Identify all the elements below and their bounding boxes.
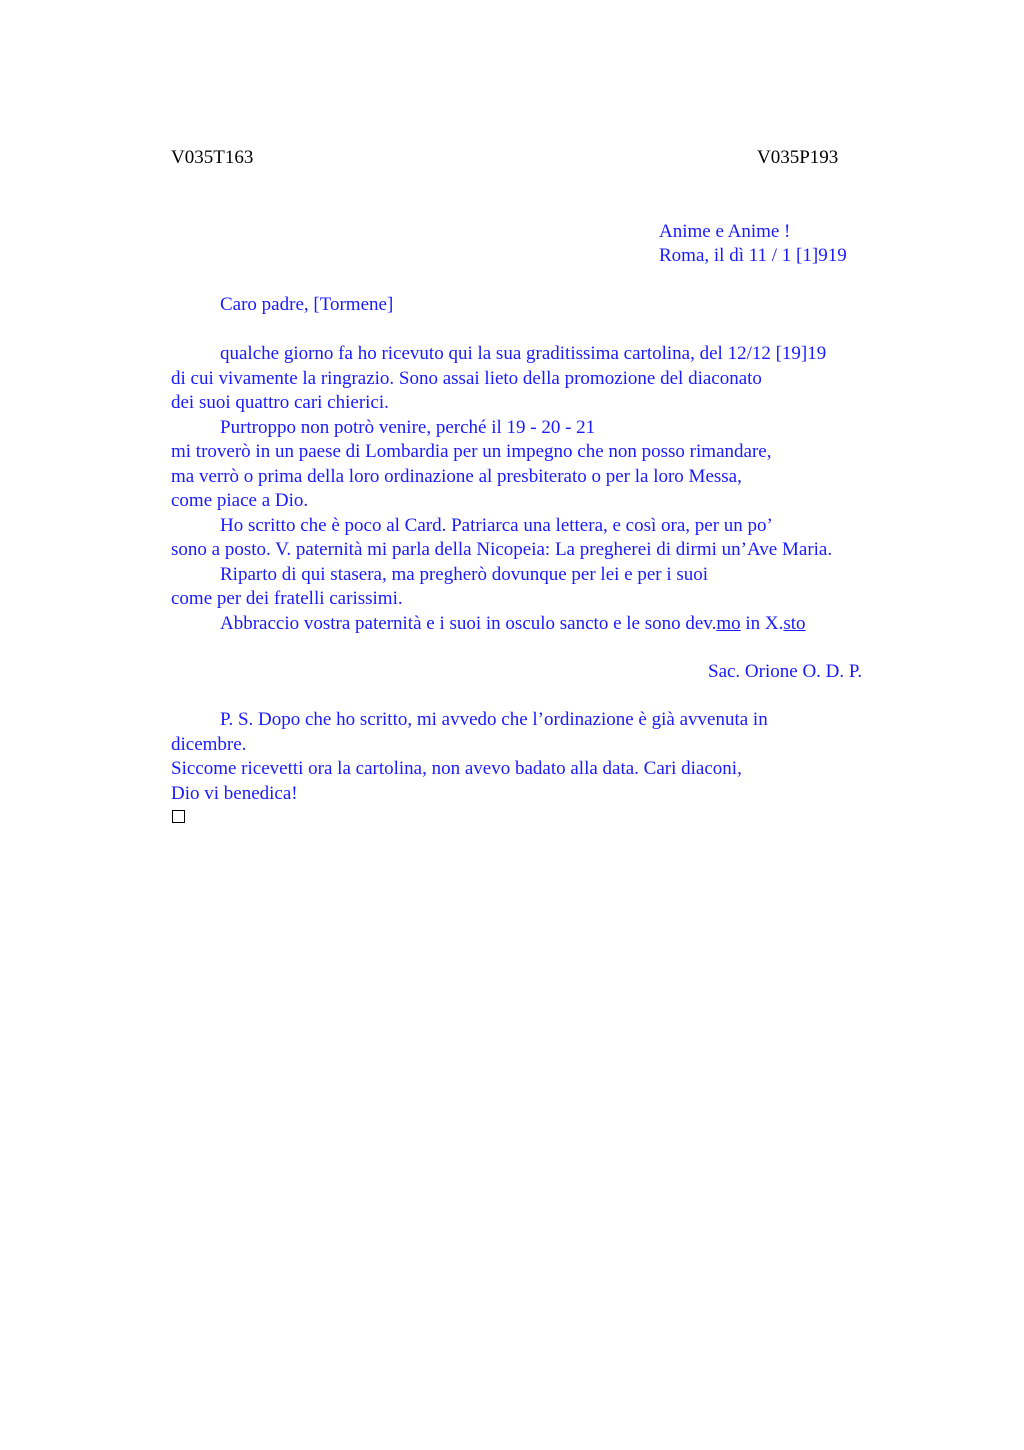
body-line: Purtroppo non potrò venire, perché il 19 - 20 - 21 — [220, 416, 596, 438]
postscript-line: Siccome ricevetti ora la cartolina, non avevo badato alla data. Cari diaconi, — [171, 758, 742, 779]
closing-line — [171, 612, 951, 637]
body-line: qualche giorno fa ho ricevuto qui la sua graditissima cartolina, del 12/12 [19]19 — [220, 343, 827, 364]
body-line: dei suoi quattro cari chierici. — [171, 392, 389, 413]
signature: Sac. Orione O. D. P. — [708, 661, 863, 682]
date-line: Roma, il dì 11 / 1 [1]919 — [659, 245, 847, 266]
body-line: sono a posto. V. paternità mi parla della Nicopeia: La pregherei di dirmi un’Ave Maria. — [171, 539, 833, 560]
document-code-right: V035P193 — [757, 147, 839, 168]
postscript-line: Dio vi benedica! — [171, 782, 298, 804]
end-marker-box-icon — [172, 810, 185, 823]
postscript-line: P. S. Dopo che ho scritto, mi avvedo che l’ordinazione è già avvenuta in — [220, 709, 768, 730]
motto: Anime e Anime ! — [659, 221, 791, 242]
postscript-line: dicembre. — [171, 733, 247, 755]
closing-text: Abbraccio vostra paternità e i suoi in osculo sancto e le sono dev. — [220, 612, 717, 634]
body-line: come piace a Dio. — [171, 490, 309, 511]
postscript — [171, 708, 768, 806]
body-line: mi troverò in un paese di Lombardia per un impegno che non posso rimandare, — [171, 441, 772, 462]
body-line: Ho scritto che è poco al Card. Patriarca una lettera, e così ora, per un po’ — [220, 514, 773, 536]
abbreviation-superscript-sto: sto — [783, 612, 806, 634]
body-line: come per dei fratelli carissimi. — [171, 588, 403, 609]
abbreviation-superscript-mo: mo — [716, 612, 741, 634]
body-line: Riparto di qui stasera, ma pregherò dovunque per lei e per i suoi — [220, 563, 709, 585]
letter-body — [171, 342, 951, 636]
salutation: Caro padre, [Tormene] — [220, 294, 394, 315]
body-line: ma verrò o prima della loro ordinazione al presbiterato o per la loro Messa, — [171, 465, 742, 487]
document-code-left: V035T163 — [171, 147, 254, 168]
closing-text-mid: in X. — [740, 612, 784, 634]
body-line: di cui vivamente la ringrazio. Sono assai lieto della promozione del diaconato — [171, 367, 762, 389]
